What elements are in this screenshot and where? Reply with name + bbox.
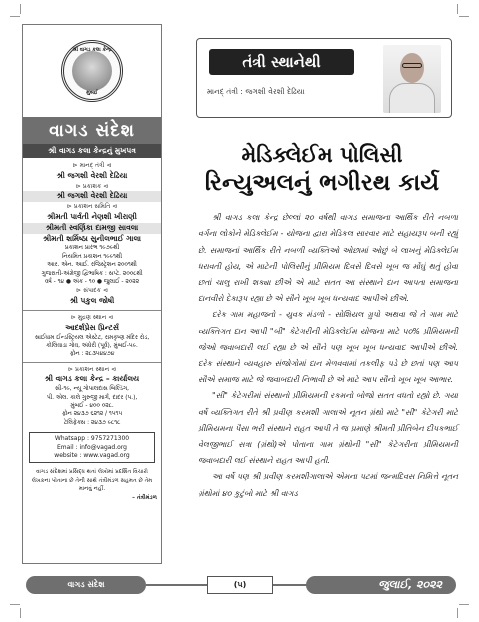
- photo-body: [389, 83, 435, 113]
- printer-address: સાઈધામ ઈન્ડસ્ટ્રિયલ એસ્ટેટ, રામકૃષ્ણ મંદિર રોડ, કોલિવાડા ગોવ, અંધેરી (પૂર્વ), મુંબઈ-૫૯.: [34, 334, 150, 349]
- headline-line-2: રિન્યુઅલનું ભગીરથ કાર્ય: [204, 169, 440, 197]
- crop-mark: [20, 4, 21, 14]
- vagad-logo: [61, 40, 123, 102]
- logo-area: [23, 25, 161, 117]
- bilingual-line: ગુજરાતી-અંગ્રેજી દ્વિભાષિક : સપ્ટે. ૨૦૦૮થી: [41, 270, 143, 277]
- crop-mark: [459, 16, 469, 17]
- masthead-column: [22, 24, 162, 564]
- logo-emblem: [72, 51, 112, 91]
- article-paragraph: આ વર્ષે પણ શ્રી પ્રવીણ કરમશીગાલાએ એમના પટમાં જન્મદિવસ નિમિત્તે નૂતન ગ્રંથોમાં ૪૦ કુટુંબો માટે શ્રી વાગડ: [198, 472, 458, 498]
- editorial-column: [174, 24, 458, 564]
- role-committee: ⊳ પ્રકાશન સમિતિ ⊲: [27, 203, 157, 212]
- disclaimer-text: વાગડ સંદેશમાં પ્રસિદ્ધ થતાં લેખોમાં પ્રદર્શિત વિચારો લેખકના પોતાના છે તેની સાથે તંત્રીમંડળ સહમત છે તેમ માનવું નહીં.: [31, 469, 153, 493]
- website-line[interactable]: website : www.vagad.org: [54, 451, 130, 459]
- editor-photo: [383, 45, 441, 113]
- footer-issue-date: જુલાઈ, ૨૦૨૨: [306, 576, 456, 594]
- editor-header-box: [196, 38, 452, 118]
- office-name: શ્રી વાગડ કલા કેન્દ્ર – કાર્યાલય: [44, 374, 140, 384]
- hon-editor-name: શ્રી જગશી વેરશી દેઢિયા: [56, 170, 128, 180]
- magazine-page: [22, 24, 458, 600]
- headline-line-1: મેડિક્લેઈમ પોલિસી: [241, 142, 403, 167]
- office-address-3: મુંબઈ - ૪૦૦ ૦૨૮.: [70, 403, 114, 410]
- role-printing: ⊳ મુદ્રણ સ્થાન ⊲: [27, 314, 157, 323]
- whatsapp-line: Whatsapp : 9757271300: [54, 435, 130, 443]
- page-footer: [22, 576, 458, 594]
- contact-box: [29, 432, 155, 463]
- photo-glasses: [402, 63, 422, 68]
- role-publication-place: ⊳ પ્રકાશન સ્થાન ⊲: [27, 366, 157, 375]
- masthead-title-band: [23, 117, 161, 144]
- disclaimer: [23, 465, 161, 505]
- printer-name: આદર્શપ્રેસ પ્રિન્ટર્સ: [65, 322, 119, 332]
- photo-head: [400, 53, 424, 83]
- disclaimer-signature: – તંત્રીમંડળ: [132, 494, 157, 501]
- committee-member-2: શ્રીમતી સ્વર્ણિકા દામજી સાવલા: [23, 223, 161, 234]
- office-phone: ફોન ૨૪૩૭ ૬૨૧૨ / ૧૫૧૫: [61, 411, 123, 418]
- office-fax: ટેલિફેક્સ : ૨૪૩૭ ૯૮૧૮: [63, 419, 121, 426]
- logo-text-bottom: મુંબઈ: [86, 90, 98, 96]
- crop-mark: [20, 608, 21, 618]
- footer-rule: [273, 584, 307, 586]
- email-line[interactable]: Email : info@vagad.org: [56, 443, 127, 451]
- footer-rule: [146, 584, 207, 586]
- printer-phone: ફોન : ૨૮૩૫૪૪૭૪: [69, 351, 115, 358]
- publisher-name: શ્રી જગશી વેરશી દેઢિયા: [23, 191, 161, 202]
- logo-text-top: શ્રી વાગડ કલા કેન્દ્ર: [72, 47, 112, 53]
- credits-block: [23, 158, 161, 430]
- committee-member-1: શ્રીમતી પાર્વતી નેણશી ખીરાણી: [47, 211, 137, 221]
- editor-name: શ્રી પકુલ જોષી: [69, 296, 115, 306]
- editorial-banner: તંત્રી સ્થાનેથી: [209, 49, 354, 75]
- masthead-title: વાગડ સંદેશ: [49, 121, 135, 141]
- role-publisher: ⊳ પ્રકાશક ⊲: [27, 183, 157, 192]
- rni-line: આર. એન. આઈ. રજિસ્ટ્રેશન ૨૦૦૧થી: [47, 262, 137, 269]
- committee-member-3: શ્રીમતી શર્મિષ્ઠા સુનીલભાઈ ગાલા: [43, 233, 141, 243]
- crop-mark: [457, 4, 458, 14]
- start-line: પ્રકાશન પ્રારંભ ૧૯૭૯થી: [64, 245, 120, 252]
- article-body: [198, 210, 458, 502]
- article-paragraph: દરેક ગામ મહાજનો - યુવક મંડળો - સોશિયલ ગ્રુપો અથવા જે તે ગામ માટે વ્યક્તિગત દાન આપી "બી" કેટેગરીની મેડિક્લેઈમ યોજના માટે ૫૦% પ્રીમિયમની જેઓ જવાબદારી લઈ રહ્યા છે એ સૌને પણ ખૂબ ખૂબ ધન્યવાદ આપીએ છીએ. દરેક સંસ્થાને વ્યવહારુ સંજોગોમાં દાન મેળવવામાં તકલીફ પડે છે છતાં પણ આપ સૌએ સમાજ માટે જે જવાબદારી નિભાવી છે એ માટે આપ સૌનો ખૂબ ખૂબ આભાર.: [198, 310, 458, 385]
- role-editor: ⊳ સંપાદક ⊲: [27, 287, 157, 296]
- article-paragraph: શ્રી વાગડ કલા કેન્દ્ર છેલ્લાં ૨૦ વર્ષથી વાગડ સમાજના આર્થિક રીતે નબળા વર્ગના લોકોને મેડિક્લેઈમ - યોજના દ્વારા મેડિકલ સારવાર માટે સહાયરૂપ બની રહ્યું છે. સમાજનાં આર્થિક રીતે નબળી વ્યક્તિઓ ઓછામાં ઓછું બે લાખનું મેડિક્લેઈમ ધરાવતી હોય, એ માટેની પોલિસીનું પ્રીમિયમ દિવસે દિવસે ખૂબ જ મોંઘું થતું હોવા છતાં ચાલુ રાખી શક્યા છીએ એ માટે સતત આ સંસ્થાને દાન આપતા સમાજના દાનવીરો દેકારૂપ રહ્યા છે એ સૌને ખૂબ ખૂબ ધન્યવાદ આપીએ છીએ.: [198, 213, 458, 304]
- regular-line: નિયમિત પ્રકાશન ૧૯૯૧થી: [61, 253, 123, 260]
- editor-name-line: માનદ્ તંત્રી : જગશી વેરશી દેઢિયા: [207, 87, 305, 96]
- article-headline: [186, 142, 458, 198]
- office-address-1: સી-૧૯, ન્યૂ ગોપાલદાસ બિલ્ડિંગ,: [55, 386, 129, 393]
- article-paragraph: "સી" કેટેગરીમાં સંસ્થાનો પ્રીમિયમની રકમનો બોજો સતત વધતો રહ્યો છે. ગયા વર્ષે વ્યક્તિગત રીતે શ્રી પ્રવીણ કરમશી ગાલાએ નૂતન ગ્રંથો માટે "સી" કેટેગરી માટે પ્રીમિયમના પૈસા ભરી સંસ્થાને રાહત આપી તે જ પ્રમાણે શ્રીમતી પ્રીતિબેન દીપકભાઈ વેલજીભાઈ સત્રા (ગ્રંથો)એ પોતાના ગામ ગ્રંથોની "સી" કેટેગરીના પ્રીમિયમની જવાબદારી લઈ સંસ્થાને રાહત આપી હતી.: [198, 391, 458, 466]
- issue-line: વર્ષ - ૧૪ ● અંક - ૧૦ ● જુલાઈ - ૨૦૨૨: [44, 279, 140, 285]
- role-hon-editor: ⊳ માનદ્ તંત્રી ⊲: [27, 162, 157, 171]
- crop-mark: [10, 604, 20, 605]
- crop-mark: [457, 608, 458, 618]
- masthead-subtitle: શ્રી વાગડ કલા કેન્દ્રનું મુખપત્ર: [23, 144, 161, 158]
- footer-magazine-name: વાગડ સંદેશ: [26, 576, 146, 594]
- crop-mark: [459, 604, 469, 605]
- office-address-2: પી. એલ. કાલે ગુરુજી માર્ગ, દાદર (પ.),: [46, 394, 138, 401]
- divider: [23, 362, 161, 363]
- page-number: (૫): [207, 576, 273, 594]
- divider: [23, 310, 161, 311]
- crop-mark: [10, 16, 20, 17]
